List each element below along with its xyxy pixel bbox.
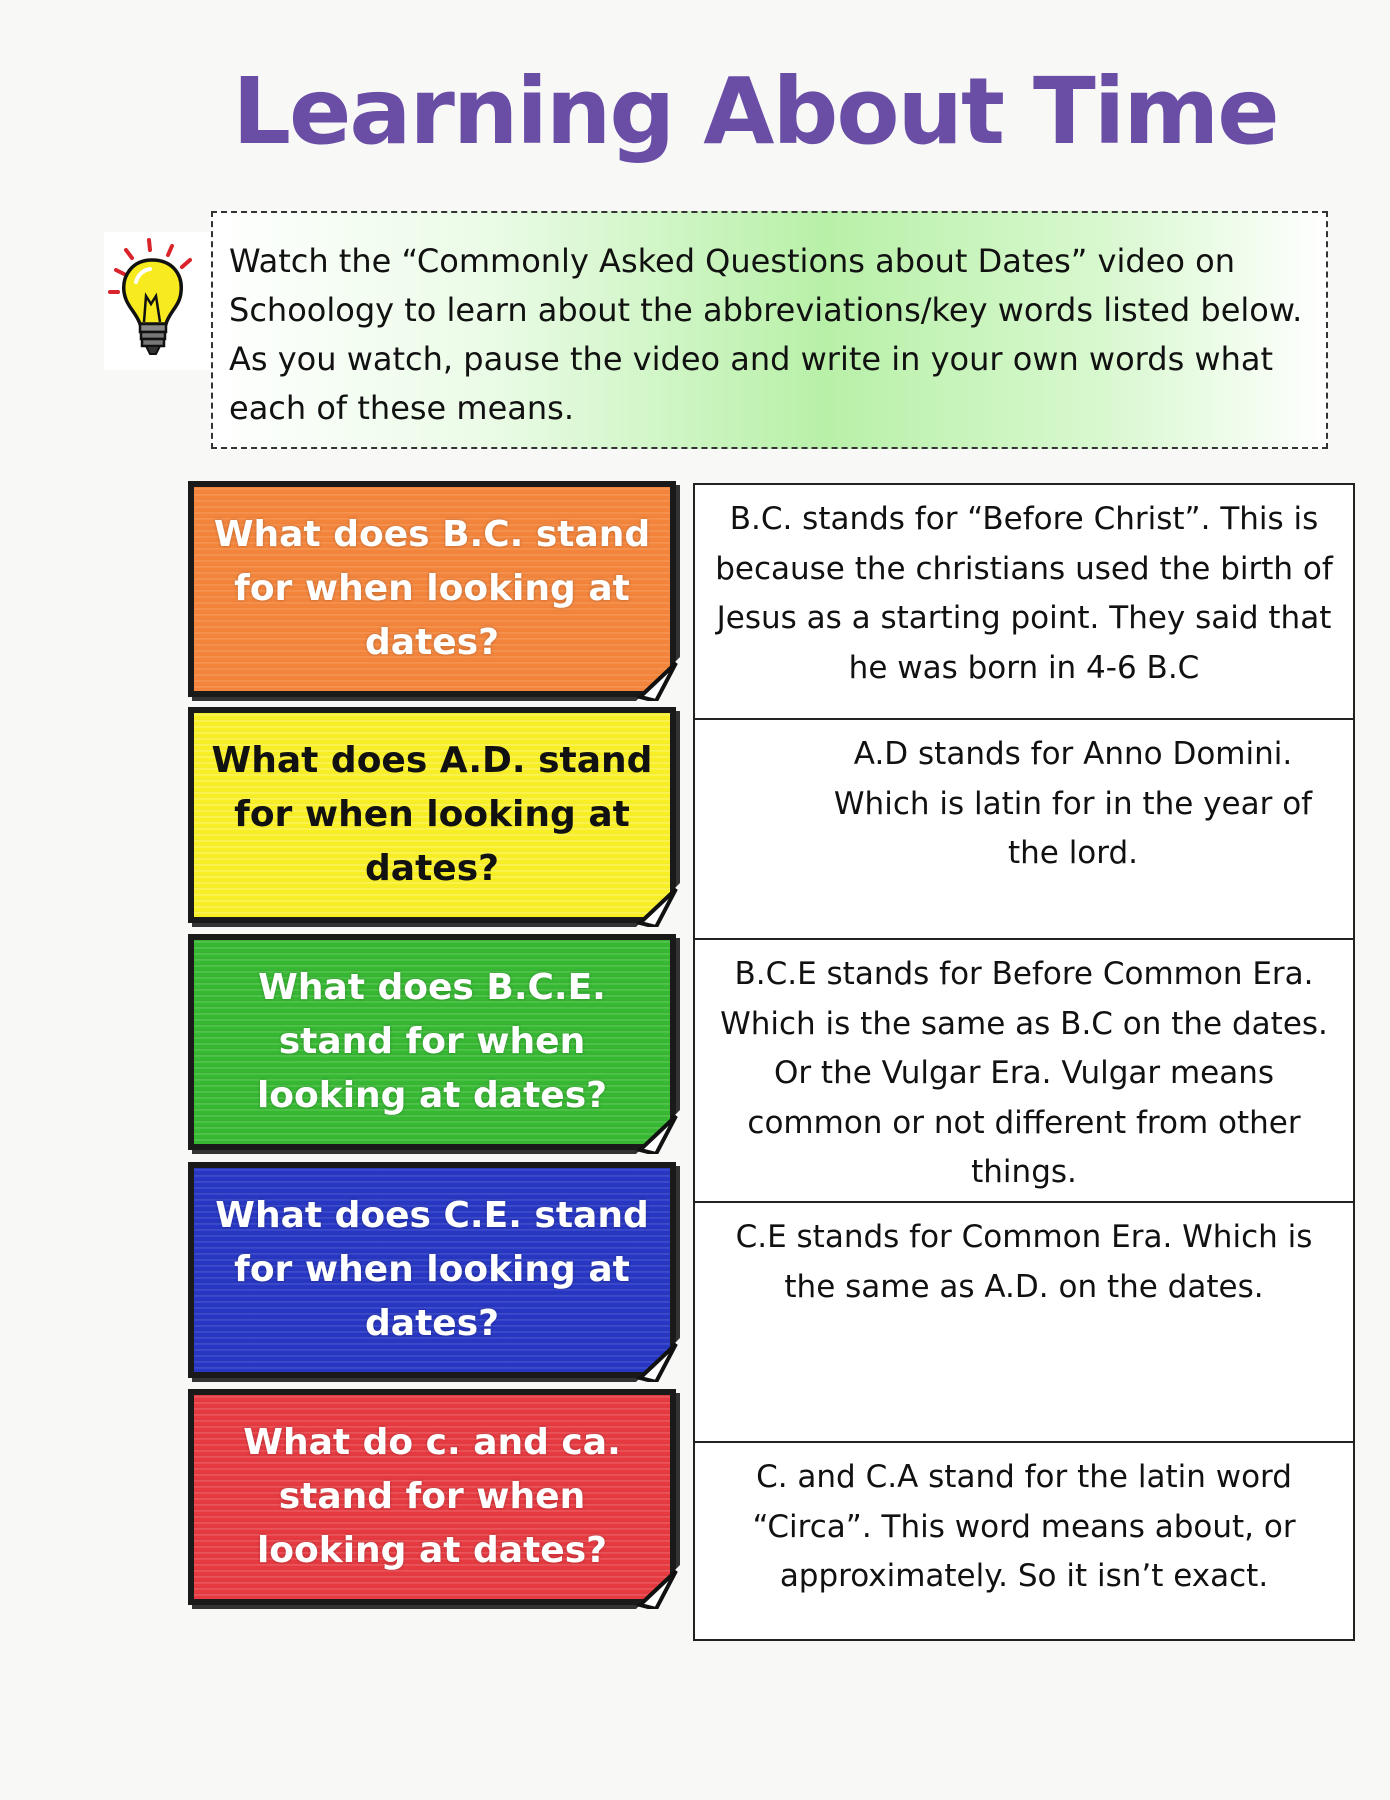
lightbulb-icon: [104, 232, 214, 370]
question-text: What does B.C.E. stand for when looking at dates?: [256, 967, 608, 1116]
page-title: Learning About Time: [232, 58, 1278, 165]
page-curl-icon: [636, 1110, 680, 1154]
answer-cell-bce[interactable]: B.C.E stands for Before Common Era. Which is the same as B.C on the dates. Or the Vulgar Era. Vulgar means common or not different from other things.: [695, 940, 1353, 1203]
question-text: What do c. and ca. stand for when looking at dates?: [243, 1422, 621, 1571]
page-curl-icon: [636, 657, 680, 701]
page-curl-icon: [636, 883, 680, 927]
answer-cell-circa[interactable]: C. and C.A stand for the latin word “Circa”. This word means about, or approximately. So it isn’t exact.: [752, 1459, 1296, 1594]
answer-cell-ad[interactable]: A.D stands for Anno Domini. Which is latin for in the year of the lord.: [695, 720, 1353, 940]
question-card-bce: [188, 934, 676, 1150]
question-card-ad: [188, 707, 676, 923]
question-text: What does C.E. stand for when looking at dates?: [215, 1195, 649, 1344]
question-card-circa: [188, 1389, 676, 1605]
answers-table: [693, 483, 1355, 1641]
question-text: What does B.C. stand for when looking at dates?: [213, 514, 651, 663]
answer-cell-bc[interactable]: B.C. stands for “Before Christ”. This is because the christians used the birth of Jesus as a starting point. They said that he was born in 4-6 B.C: [695, 485, 1353, 720]
answer-cell-ce[interactable]: C.E stands for Common Era. Which is the same as A.D. on the dates.: [695, 1203, 1353, 1443]
question-card-bc: [188, 481, 676, 697]
question-card-ce: [188, 1162, 676, 1378]
page-curl-icon: [636, 1338, 680, 1382]
instructions-box: Watch the “Commonly Asked Questions about Dates” video on Schoology to learn about the abbreviations/key words listed below. As you watch, pause the video and write in your own words what each of these means.: [211, 211, 1328, 449]
question-text: What does A.D. stand for when looking at dates?: [211, 740, 653, 889]
page-curl-icon: [636, 1565, 680, 1609]
